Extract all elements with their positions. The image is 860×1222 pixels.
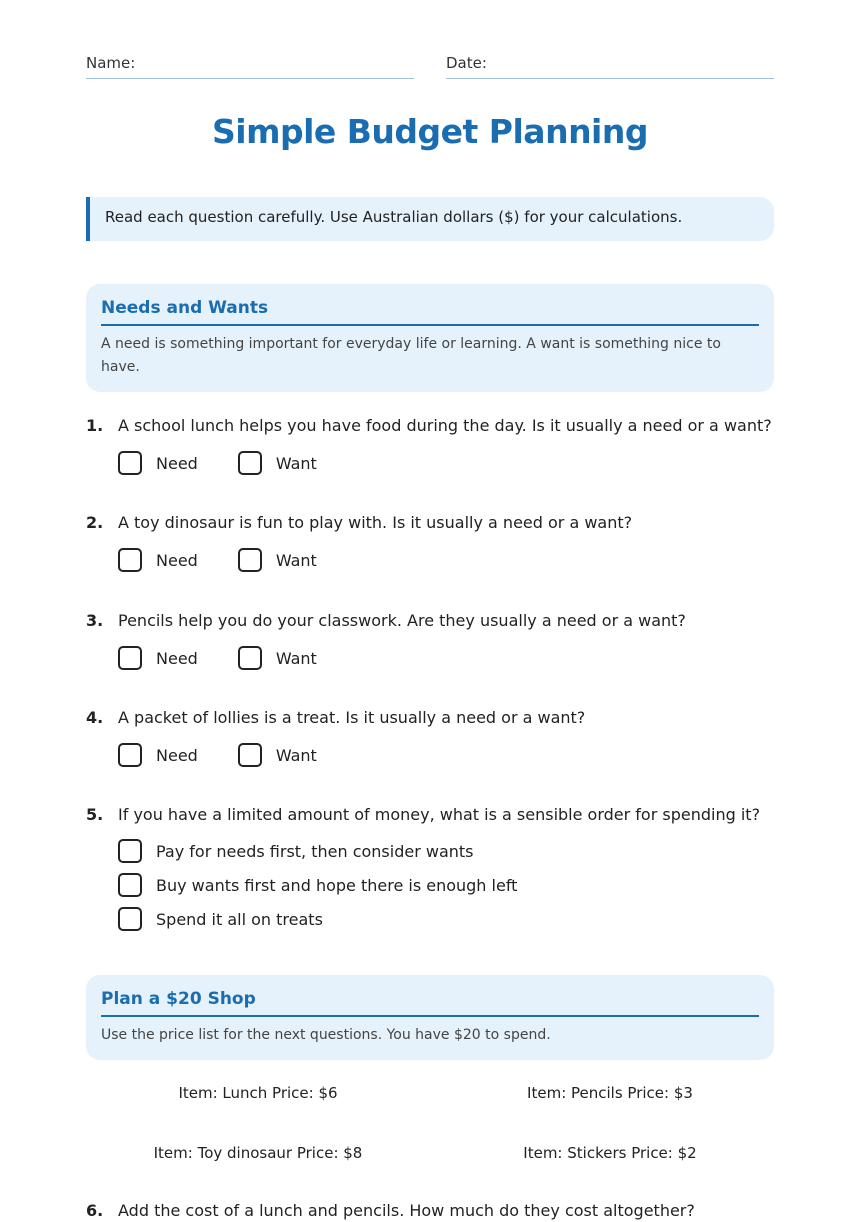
- checkbox[interactable]: [118, 646, 142, 670]
- question-text: A school lunch helps you have food during the day. Is it usually a need or a want?: [118, 416, 772, 435]
- question-number: 6.: [86, 1201, 104, 1220]
- option-spend-all[interactable]: [118, 906, 776, 932]
- question-3: [86, 610, 776, 670]
- section-description: A need is something important for everyday life or learning. A want is something nice to have.: [101, 336, 721, 375]
- date-field[interactable]: [446, 54, 774, 79]
- checkbox[interactable]: [118, 839, 142, 863]
- question-text: If you have a limited amount of money, what is a sensible order for spending it?: [118, 805, 761, 824]
- question-6: [86, 1200, 776, 1222]
- option-label: Spend it all on treats: [156, 909, 323, 929]
- checkbox[interactable]: [238, 743, 262, 767]
- question-text: A packet of lollies is a treat. Is it usually a need or a want?: [118, 708, 586, 727]
- option-need[interactable]: [118, 451, 198, 475]
- checkbox[interactable]: [118, 907, 142, 931]
- page-title: Simple Budget Planning: [212, 112, 648, 151]
- instructions-callout: [86, 197, 774, 241]
- option-label: Need: [156, 648, 198, 668]
- section-description: Use the price list for the next questions. You have $20 to spend.: [101, 1027, 551, 1043]
- checkbox[interactable]: [118, 743, 142, 767]
- option-want[interactable]: [238, 646, 317, 670]
- checkbox[interactable]: [238, 451, 262, 475]
- price-item-stickers: Item: Stickers Price: $2: [523, 1144, 697, 1162]
- question-1: [86, 415, 776, 475]
- option-label: Need: [156, 550, 198, 570]
- option-label: Want: [275, 745, 317, 765]
- question-number: 4.: [86, 708, 104, 727]
- price-item-lunch: Item: Lunch Price: $6: [178, 1084, 338, 1102]
- section-title: Needs and Wants: [101, 298, 759, 326]
- name-field[interactable]: [86, 54, 414, 79]
- option-need[interactable]: [118, 548, 198, 572]
- option-wants-first[interactable]: [118, 872, 776, 898]
- question-number: 5.: [86, 805, 104, 824]
- checkbox[interactable]: [118, 451, 142, 475]
- question-number: 1.: [86, 416, 104, 435]
- question-2: [86, 512, 776, 572]
- section-needs-and-wants: [86, 284, 774, 392]
- section-title: Plan a $20 Shop: [101, 989, 759, 1017]
- option-label: Want: [275, 648, 317, 668]
- checkbox[interactable]: [238, 548, 262, 572]
- option-label: Want: [275, 453, 317, 473]
- checkbox[interactable]: [238, 646, 262, 670]
- question-text: A toy dinosaur is fun to play with. Is it usually a need or a want?: [118, 513, 633, 532]
- question-5: [86, 804, 776, 932]
- checkbox[interactable]: [118, 873, 142, 897]
- option-need[interactable]: [118, 646, 198, 670]
- option-need[interactable]: [118, 743, 198, 767]
- option-want[interactable]: [238, 548, 317, 572]
- option-label: Want: [275, 550, 317, 570]
- name-date-row: [86, 54, 774, 79]
- price-item-pencils: Item: Pencils Price: $3: [527, 1084, 693, 1102]
- question-number: 2.: [86, 513, 104, 532]
- price-item-toy-dinosaur: Item: Toy dinosaur Price: $8: [153, 1144, 363, 1162]
- option-want[interactable]: [238, 743, 317, 767]
- name-label: Name:: [86, 54, 136, 72]
- option-label: Need: [156, 745, 198, 765]
- option-want[interactable]: [238, 451, 317, 475]
- instructions-text: Read each question carefully. Use Australian dollars ($) for your calculations.: [105, 208, 683, 226]
- checkbox[interactable]: [118, 548, 142, 572]
- option-label: Pay for needs first, then consider wants: [156, 841, 474, 861]
- question-text: Add the cost of a lunch and pencils. How much do they cost altogether?: [118, 1201, 695, 1220]
- option-label: Need: [156, 453, 198, 473]
- question-text: Pencils help you do your classwork. Are they usually a need or a want?: [118, 611, 686, 630]
- question-number: 3.: [86, 611, 104, 630]
- option-needs-first[interactable]: [118, 838, 776, 864]
- question-4: [86, 707, 776, 767]
- date-label: Date:: [446, 54, 487, 72]
- option-label: Buy wants first and hope there is enough left: [156, 875, 518, 895]
- section-plan-a-shop: [86, 975, 774, 1060]
